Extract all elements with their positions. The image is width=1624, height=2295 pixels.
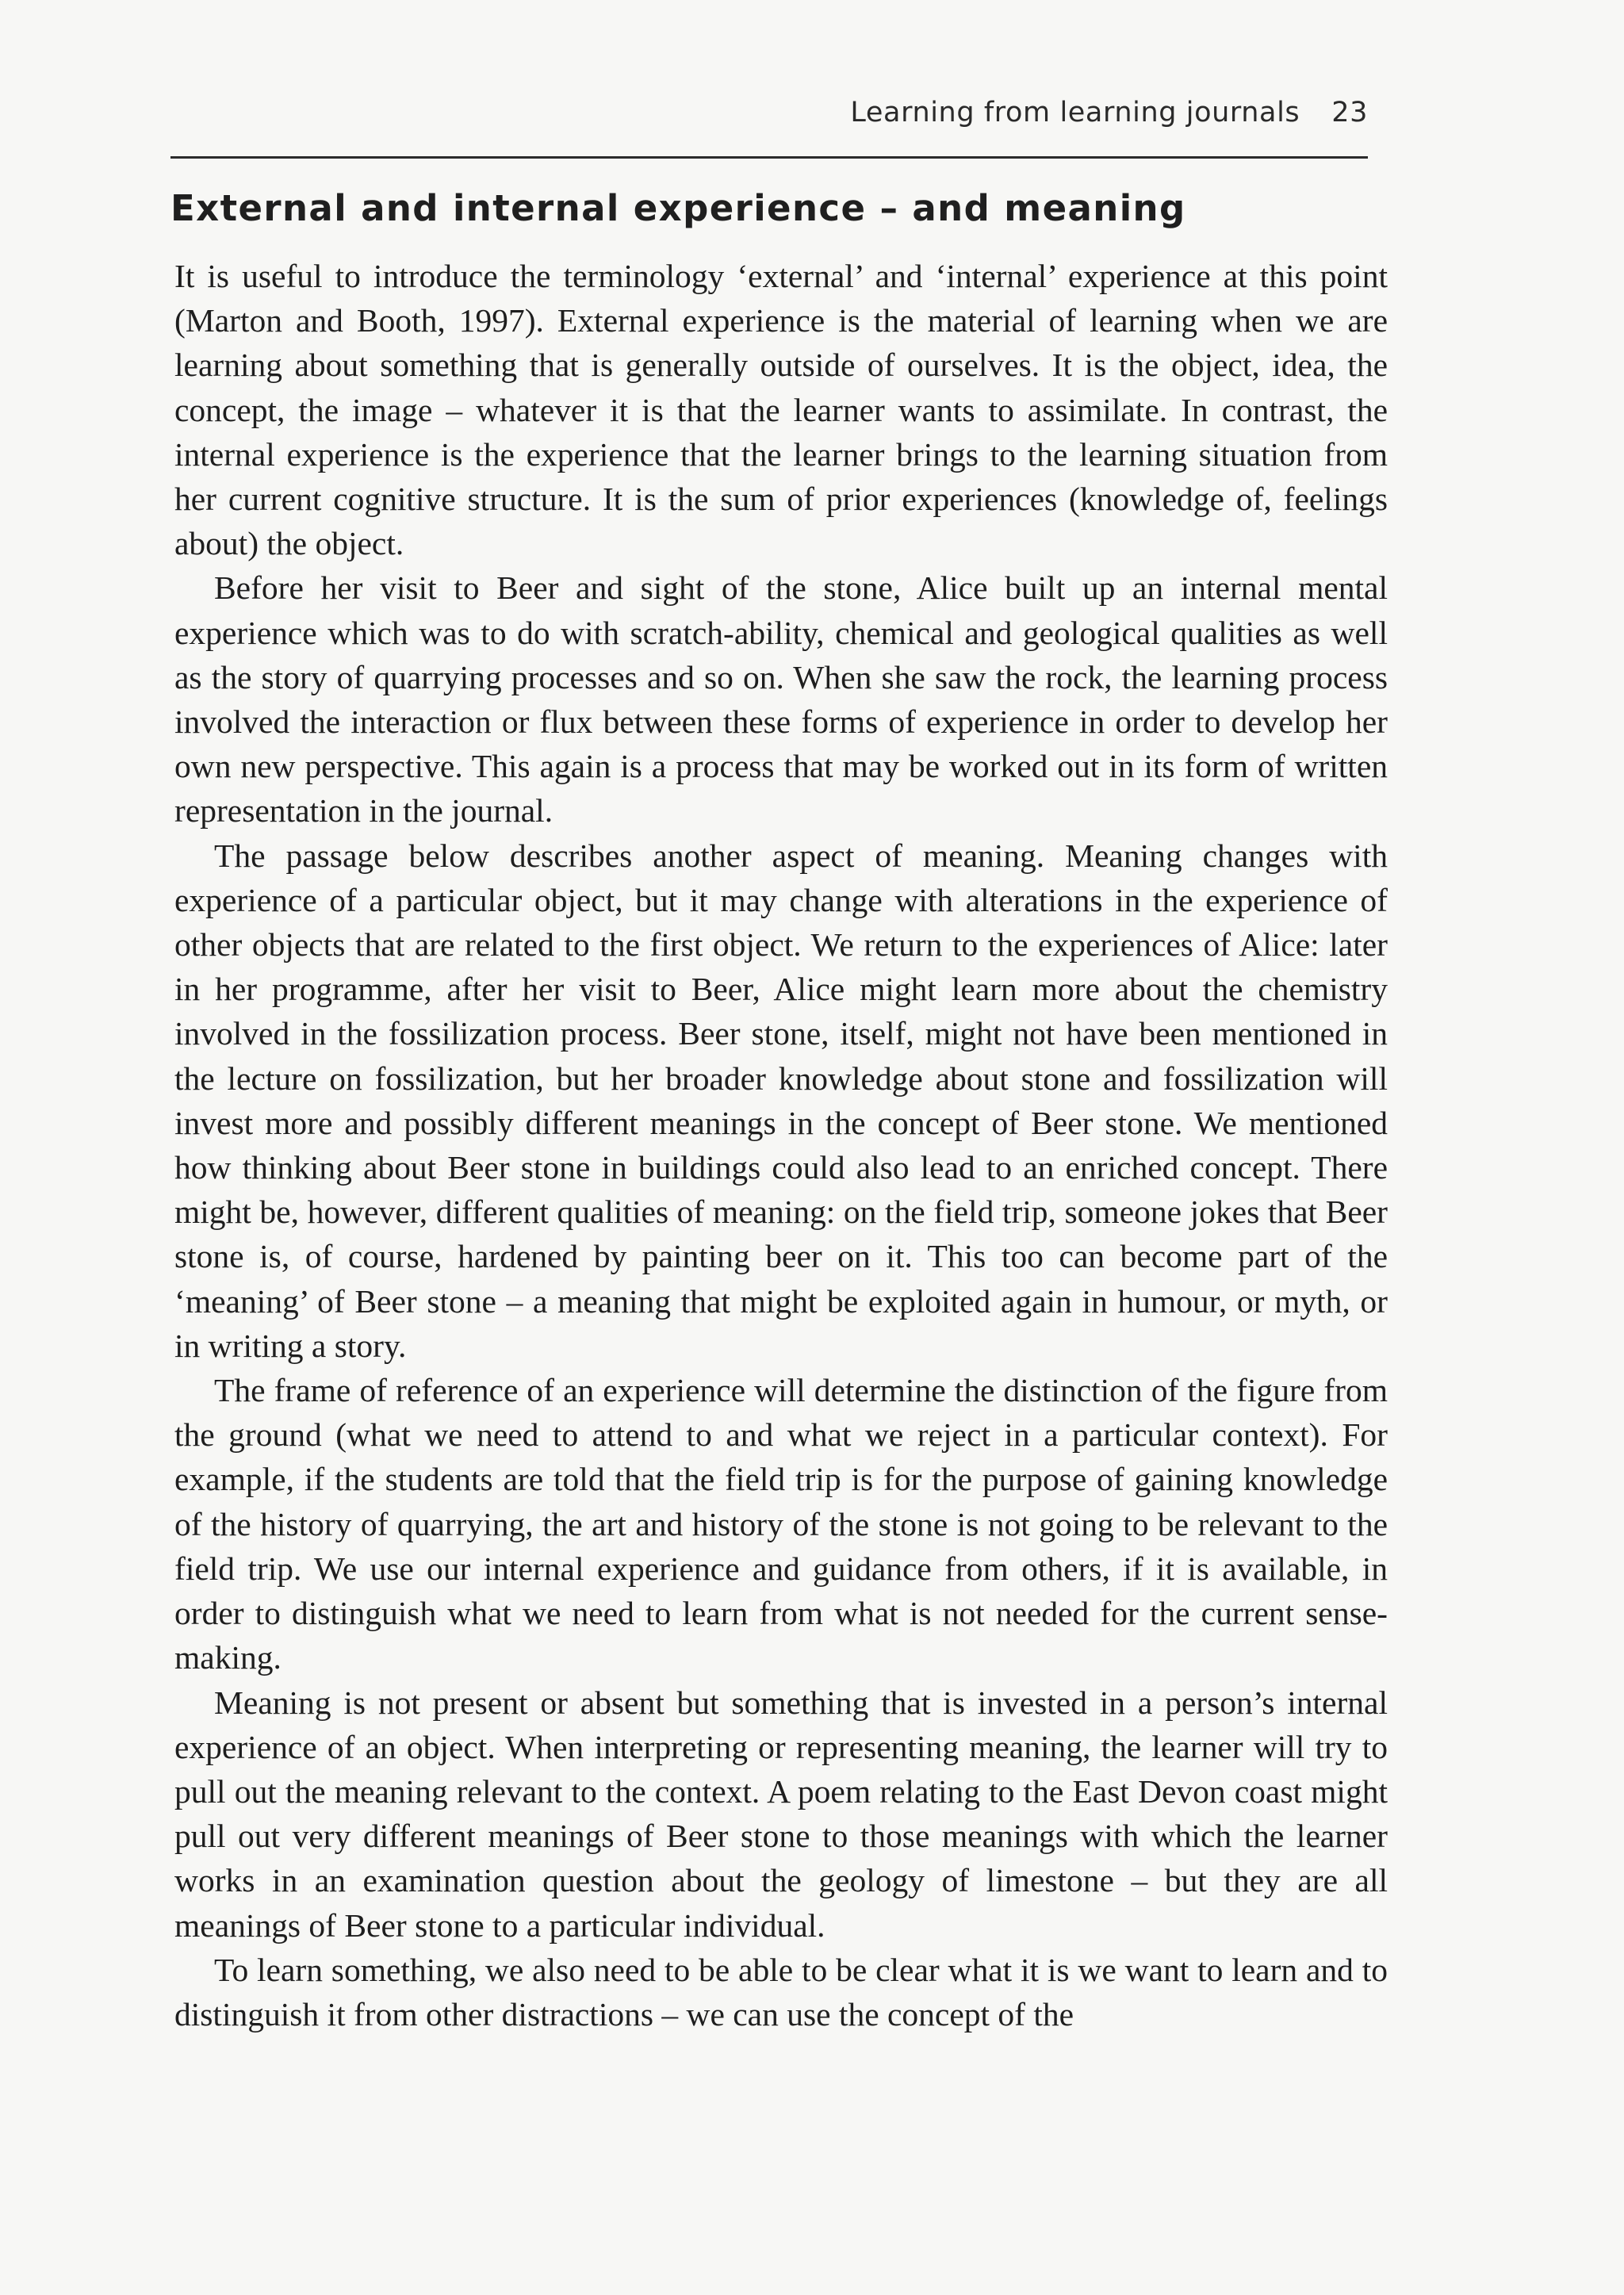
paragraph: The passage below describes another aspect of meaning. Meaning changes with experience of a particular object, but it may change with alterations in the experience of other objects that are related to the first object. We return to the experiences of Alice: later in her programme, after her visit to Beer, Alice might learn more about the chemistry involved in the fossilization process. Beer stone, itself, might not have been mentioned in the lecture on fossilization, but her broader knowledge about stone and fossilization will invest more and possibly different meanings in the concept of Beer stone. We mentioned how thinking about Beer stone in buildings could also lead to an enriched concept. There might be, however, different qualities of meaning: on the field trip, someone jokes that Beer stone is, of course, hardened by painting beer on it. This too can become part of the ‘meaning’ of Beer stone – a meaning that might be exploited again in humour, or myth, or in writing a story. [174,837,1388,1364]
running-head-title: Learning from learning journals [850,97,1300,128]
paragraph: Meaning is not present or absent but something that is invested in a person’s internal experience of an object. When interpreting or representing meaning, the learner will try to pull out the meaning relevant to the context. A poem relating to the East Devon coast might pull out very different meanings of Beer stone to those meanings with which the learner works in an examination question about the geology of limestone – but they are all meanings of Beer stone to a particular individual. [174,1684,1388,1944]
paragraph: To learn something, we also need to be able to be clear what it is we want to learn and to distinguish it from other distractions – we can use the concept of the [174,1951,1388,2033]
running-head [170,97,1368,144]
page-number: 23 [1331,97,1368,128]
section-heading: External and internal experience – and meaning [170,187,1186,229]
paragraph: The frame of reference of an experience will determine the distinction of the figure from the ground (what we need to attend to and what we reject in a particular context). For example, if the students are told that the field trip is for the purpose of gaining knowledge of the history of quarrying, the art and history of the stone is not going to be relevant to the field trip. We use our internal experience and guidance from others, if it is available, in order to distinguish what we need to learn from what is not needed for the current sense-making. [174,1372,1388,1676]
header-rule [170,156,1368,159]
body-text [174,254,1388,2036]
paragraph: Before her visit to Beer and sight of the stone, Alice built up an internal mental experience which was to do with scratch-ability, chemical and geological qualities as well as the story of quarrying processes and so on. When she saw the rock, the learning process involved the interaction or flux between these forms of experience in order to develop her own new perspective. This again is a process that may be worked out in its form of written representation in the journal. [174,569,1388,829]
paragraph: It is useful to introduce the terminology ‘external’ and ‘internal’ experience at this point (Marton and Booth, 1997). External experience is the material of learning when we are learning about something that is generally outside of ourselves. It is the object, idea, the concept, the image – whatever it is that the learner wants to assimilate. In contrast, the internal experience is the experience that the learner brings to the learning situation from her current cognitive structure. It is the sum of prior experiences (knowledge of, feelings about) the object. [174,258,1388,562]
